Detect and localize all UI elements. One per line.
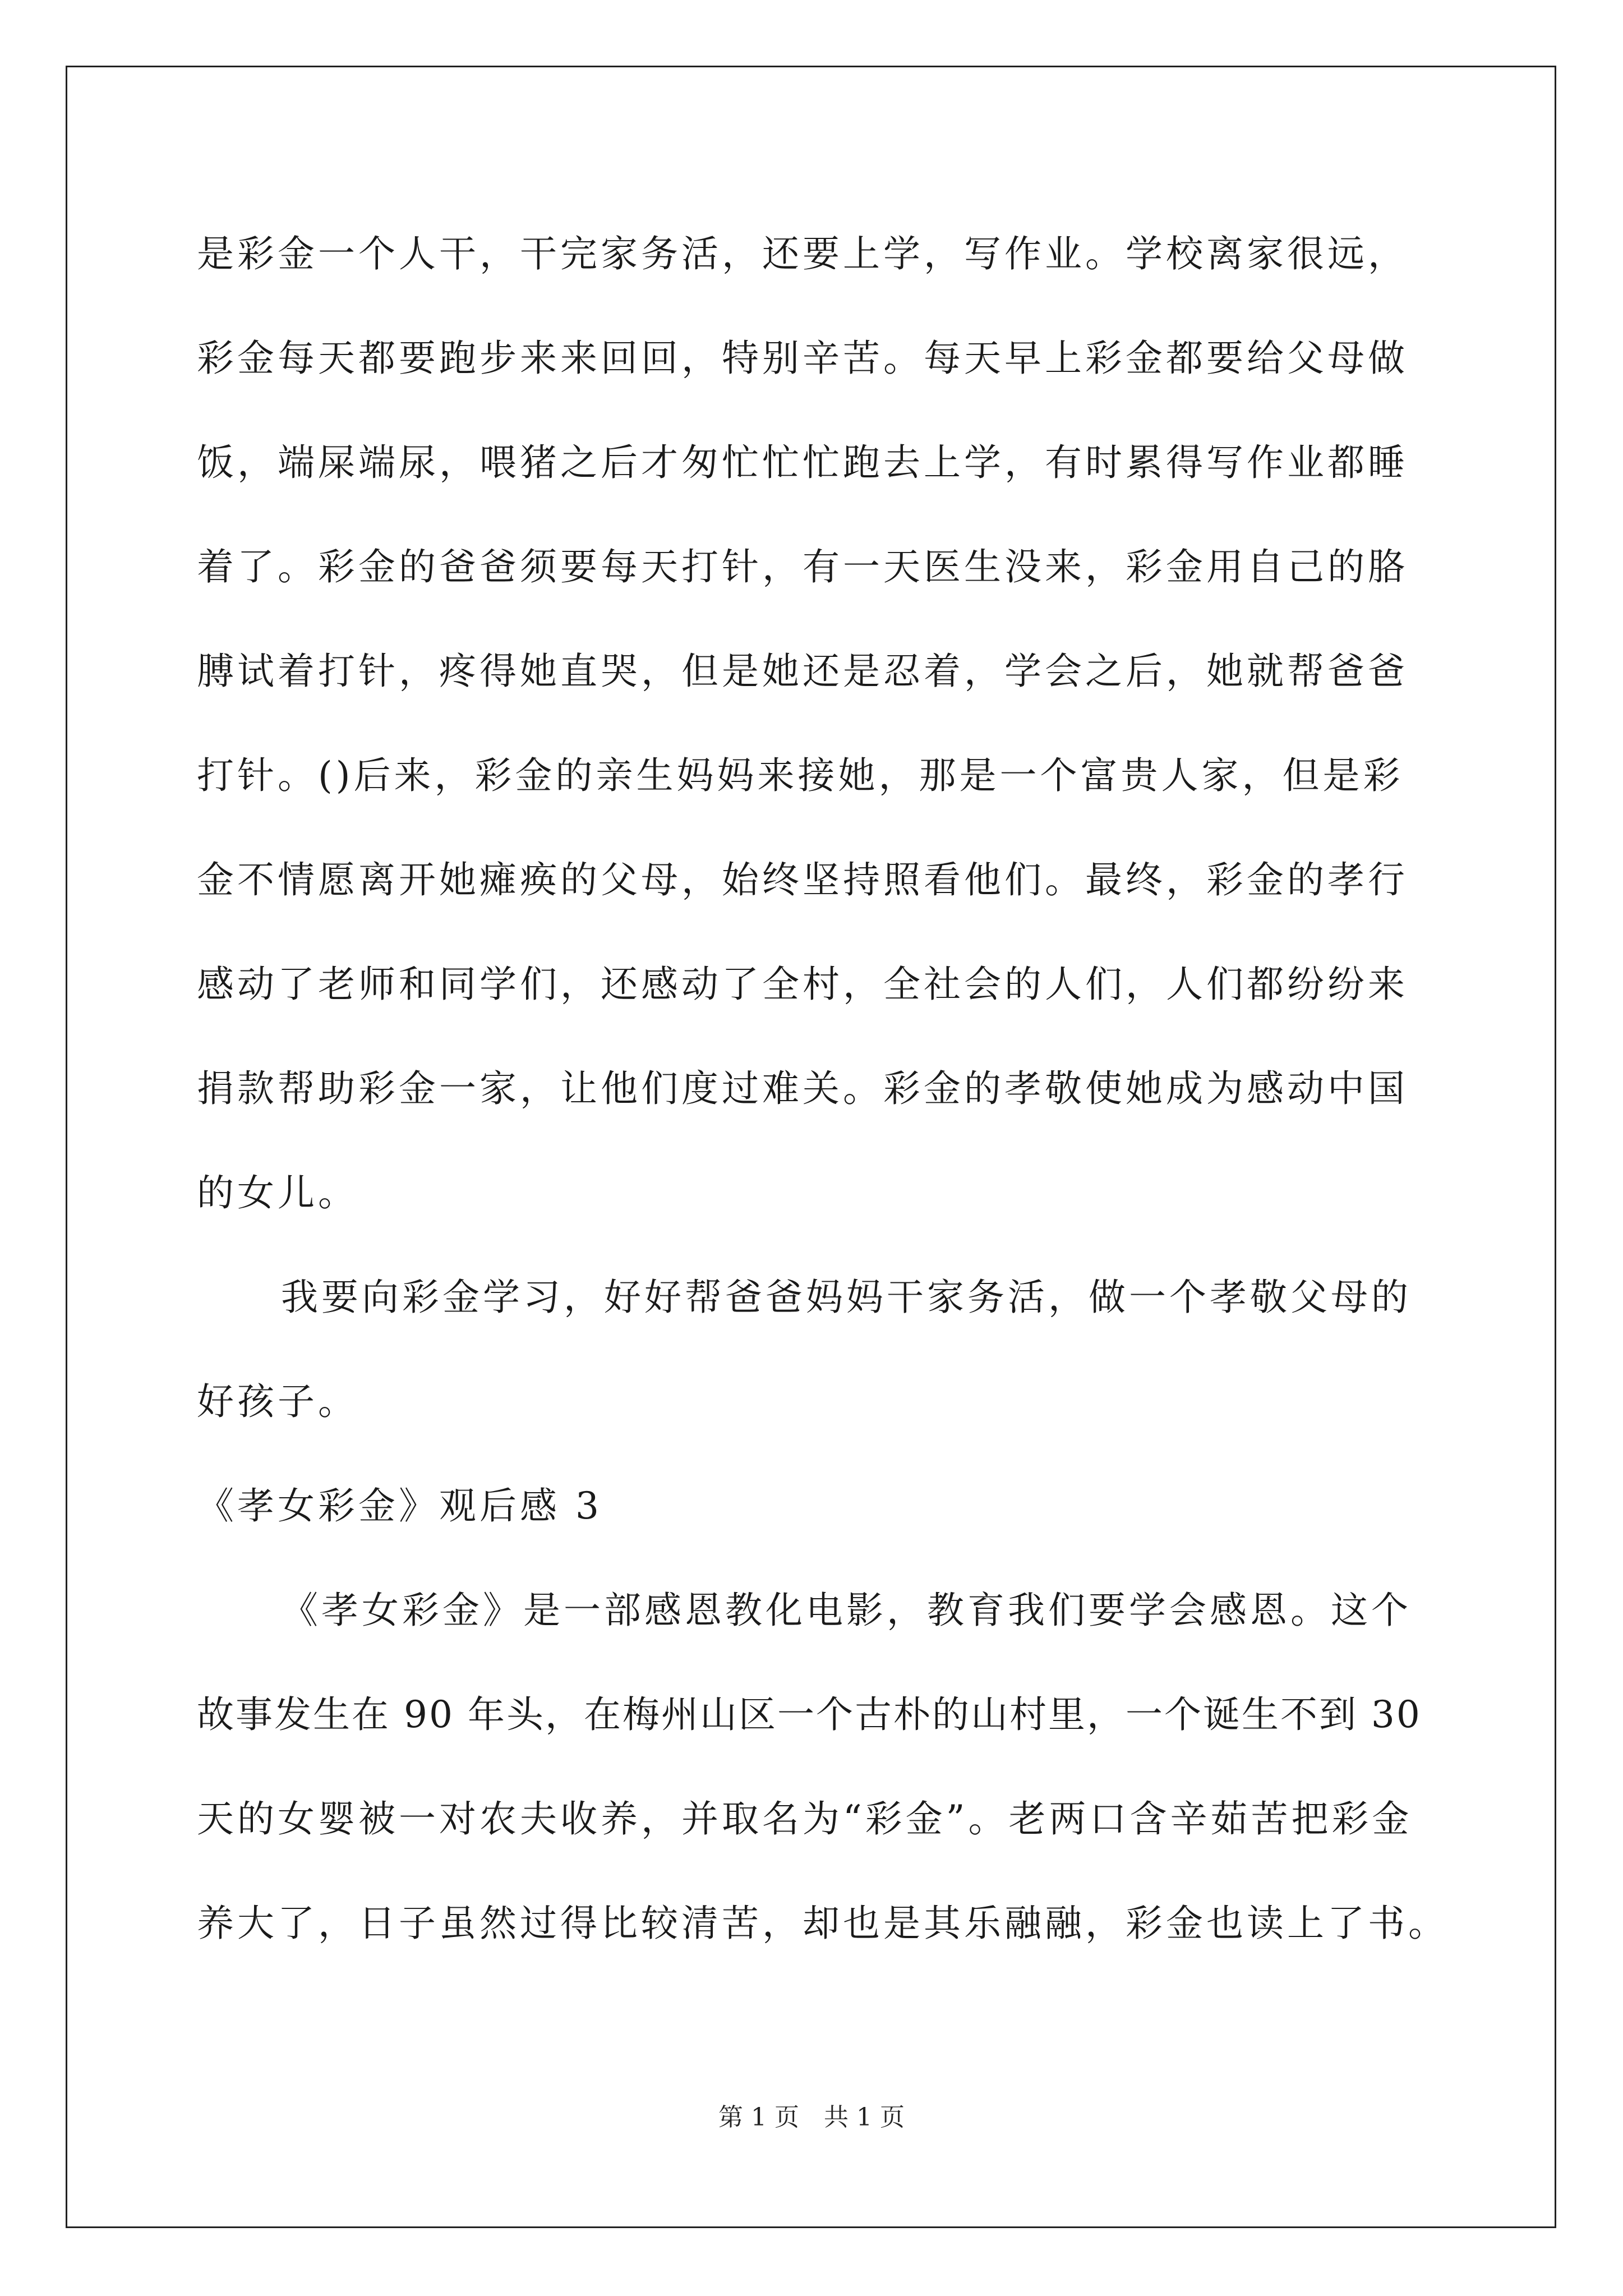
paragraph-line: 饭，端屎端尿，喂猪之后才匆忙忙忙跑去上学，有时累得写作业都睡 — [197, 441, 1408, 484]
paragraph-line: 的女儿。 — [197, 1171, 358, 1214]
paragraph-line: 天的女婴被一对农夫收养，并取名为“彩金”。老两口含辛茹苦把彩金 — [197, 1797, 1413, 1841]
page-footer: 第 1 页 共 1 页 — [718, 2103, 905, 2132]
paragraph-line: 养大了，日子虽然过得比较清苦，却也是其乐融融，彩金也读上了书。 — [197, 1902, 1449, 1945]
paragraph-line: 好孩子。 — [197, 1380, 358, 1423]
paragraph-line: 彩金每天都要跑步来来回回，特别辛苦。每天早上彩金都要给父母做 — [197, 337, 1408, 380]
paragraph-line: 膊试着打针，疼得她直哭，但是她还是忍着，学会之后，她就帮爸爸 — [197, 650, 1408, 693]
paragraph-line: 打针。()后来，彩金的亲生妈妈来接她，那是一个富贵人家，但是彩 — [197, 754, 1404, 797]
paragraph-line: 捐款帮助彩金一家，让他们度过难关。彩金的孝敬使她成为感动中国 — [197, 1067, 1408, 1110]
paragraph-line: 感动了老师和同学们，还感动了全村，全社会的人们，人们都纷纷来 — [197, 963, 1408, 1006]
paragraph-line: 是彩金一个人干，干完家务活，还要上学，写作业。学校离家很远， — [197, 232, 1408, 275]
paragraph-line: 《孝女彩金》是一部感恩教化电影，教育我们要学会感恩。这个 — [281, 1589, 1412, 1632]
paragraph-line: 我要向彩金学习，好好帮爸爸妈妈干家务活，做一个孝敬父母的 — [281, 1276, 1412, 1319]
paragraph-line: 金不情愿离开她瘫痪的父母，始终坚持照看他们。最终，彩金的孝行 — [197, 858, 1408, 901]
paragraph-line: 着了。彩金的爸爸须要每天打针，有一天医生没来，彩金用自己的胳 — [197, 545, 1408, 588]
section-heading: 《孝女彩金》观后感 3 — [197, 1484, 602, 1527]
document-body — [197, 202, 1449, 1976]
paragraph-line: 故事发生在 90 年头，在梅州山区一个古朴的山村里，一个诞生不到 30 — [197, 1693, 1422, 1736]
